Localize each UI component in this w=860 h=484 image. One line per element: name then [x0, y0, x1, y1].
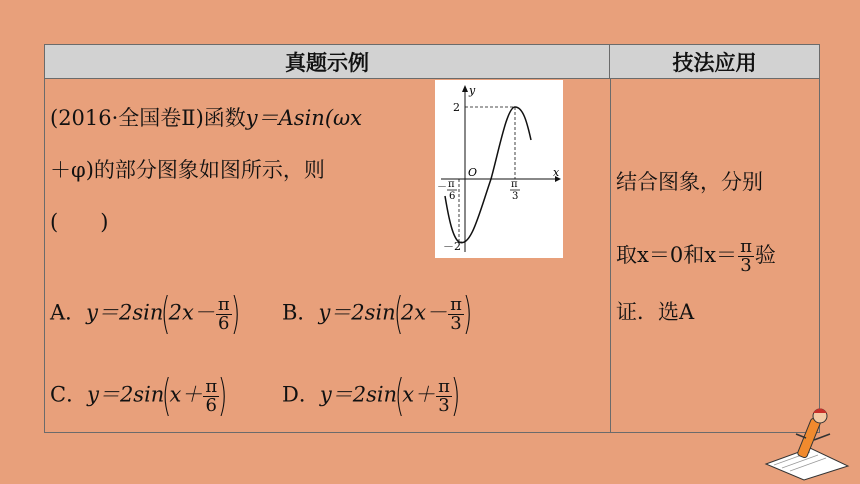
option-b-inner: 2x－ — [400, 300, 448, 325]
option-a-fraction: $\frac{\pi}{6}$ — [217, 293, 230, 334]
pencil-mascot-icon — [760, 404, 856, 482]
option-c-fraction: $\frac{\pi}{6}$ — [205, 375, 218, 416]
technique-line-1: 结合图象，分别 — [616, 170, 763, 194]
option-d: D．y＝2sin(x＋ $\frac{\pi}{3}$ ) — [282, 370, 461, 421]
x-left-num: π — [448, 179, 455, 190]
question-line-3 — [50, 212, 108, 233]
question-stem-b: ＋φ)的部分图象如图所示，则 — [50, 158, 325, 182]
option-c: C．y＝2sin(x＋ $\frac{\pi}{6}$ ) — [50, 370, 228, 421]
option-c-label: C． — [50, 382, 88, 407]
x-axis-label: x — [553, 166, 560, 179]
question-source: (2016·全国卷Ⅱ) — [50, 106, 204, 130]
option-c-inner: x＋ — [169, 382, 203, 407]
question-line-2 — [50, 160, 325, 181]
option-a-func: y＝2sin — [86, 300, 164, 325]
header-examples: 真题示例 — [45, 45, 610, 79]
question-function: y＝Asin(ωx — [245, 106, 362, 130]
option-d-fraction: $\frac{\pi}{3}$ — [438, 375, 450, 416]
option-d-label: D． — [282, 382, 320, 407]
question-stem-a: 函数 — [203, 106, 246, 130]
option-b-fraction: $\frac{\pi}{3}$ — [450, 293, 462, 334]
x-left-den: 6 — [449, 191, 456, 202]
technique-line-3: 证．选A — [616, 300, 695, 324]
x-right-den: 3 — [512, 191, 519, 202]
technique-line-2a: 取x＝0和x＝ — [616, 243, 738, 267]
origin-label: O — [468, 166, 478, 179]
option-a: A．y＝2sin(2x－ $\frac{\pi}{6}$ ) — [50, 288, 240, 339]
x-left-sign: － — [437, 182, 447, 193]
function-graph — [435, 80, 563, 258]
sine-curve — [445, 107, 531, 243]
option-c-func: y＝2sin — [87, 382, 165, 407]
option-b-label: B． — [282, 300, 319, 325]
option-d-inner: x＋ — [402, 382, 436, 407]
column-divider — [610, 79, 611, 432]
option-b-func: y＝2sin — [318, 300, 396, 325]
option-d-func: y＝2sin — [319, 382, 398, 407]
option-a-inner: 2x－ — [168, 300, 215, 325]
technique-line-2 — [616, 238, 776, 275]
technique-fraction: $\frac{\pi}{3}$ — [740, 236, 752, 276]
y-min-label: －2 — [443, 240, 461, 253]
option-a-label: A． — [50, 300, 87, 325]
answer-blank: ( ) — [50, 210, 109, 234]
technique-line-2b: 验 — [754, 243, 776, 267]
x-right-num: π — [511, 179, 518, 190]
y-max-label: 2 — [453, 101, 460, 114]
y-axis-label: y — [469, 84, 476, 97]
question-line-1 — [50, 108, 362, 129]
header-technique: 技法应用 — [610, 45, 819, 79]
option-b: B．y＝2sin(2x－ $\frac{\pi}{3}$ ) — [282, 288, 473, 339]
